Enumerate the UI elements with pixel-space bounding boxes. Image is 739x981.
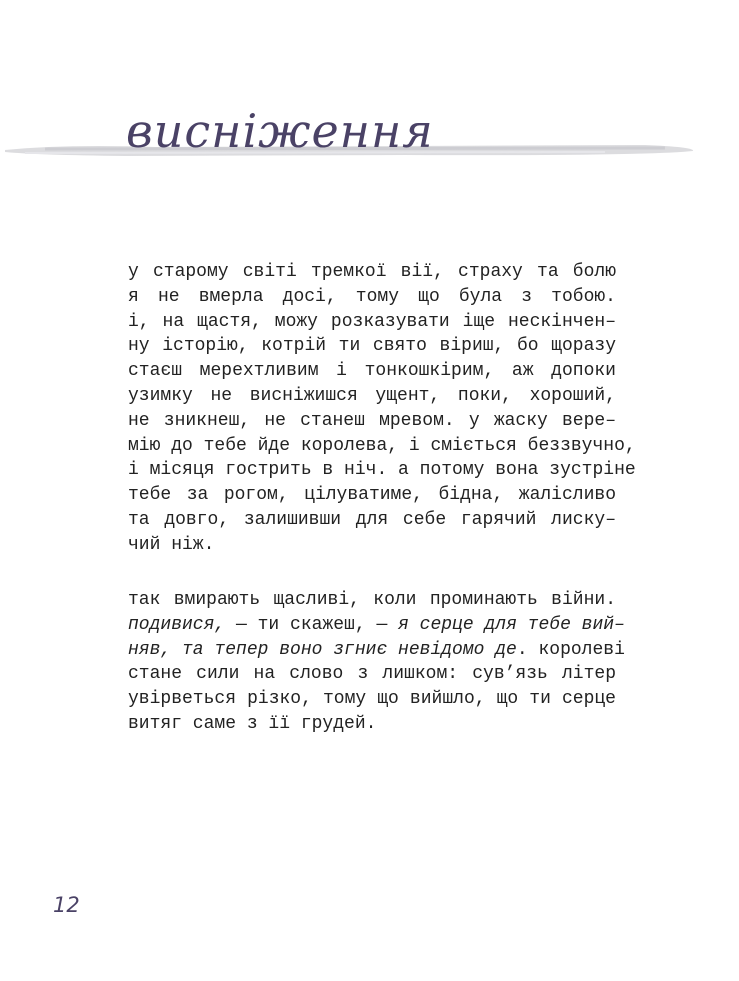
text-line: у старому світі тремкої вії, страху та болю bbox=[128, 262, 616, 282]
text-line: ну історію, котрій ти свято віриш, бо щоразу bbox=[128, 336, 616, 357]
italic-text: няв, та тепер воно згниє невідомо де bbox=[128, 639, 517, 660]
text-line: не зникнеш, не станеш мревом. у жаску вере– bbox=[128, 410, 616, 431]
text-line: та довго, залишивши для себе гарячий лиску– bbox=[128, 509, 616, 530]
text-line: я не вмерла досі, тому що була з тобою. bbox=[128, 286, 616, 307]
text-line: стане сили на слово з лишком: сув’язь літер bbox=[128, 664, 616, 685]
italic-text: я серце для тебе вий– bbox=[398, 614, 625, 635]
text-line: так вмирають щасливі, коли проминають війни. bbox=[128, 590, 616, 610]
text: — ти скажеш, — bbox=[225, 614, 399, 635]
text-line: чий ніж. bbox=[128, 534, 215, 555]
text-line: і місяця гострить в ніч. а потому вона зустріне bbox=[128, 460, 636, 481]
page-title: висніження bbox=[126, 104, 434, 158]
page-number: 12 bbox=[53, 893, 80, 917]
text-line bbox=[128, 638, 625, 663]
text-line: мію до тебе йде королева, і сміється беззвучно, bbox=[128, 435, 636, 456]
text-line: витяг саме з її грудей. bbox=[128, 713, 377, 734]
paragraph-1 bbox=[128, 260, 636, 558]
text-line: і, на щастя, можу розказувати іще нескінчен– bbox=[128, 311, 616, 332]
italic-text: подивися, bbox=[128, 614, 226, 635]
text-line bbox=[128, 613, 625, 638]
text: . королеві bbox=[516, 639, 625, 660]
text-line: узимку не висніжишся ущент, поки, хороший, bbox=[128, 385, 616, 406]
text-line: увірветься різко, тому що вийшло, що ти серце bbox=[128, 689, 616, 710]
paragraph-2 bbox=[128, 588, 625, 737]
text-line: стаєш мерехтливим і тонкошкірим, аж допоки bbox=[128, 361, 616, 382]
text-line: тебе за рогом, цілуватиме, бідна, жалісливо bbox=[128, 485, 616, 506]
